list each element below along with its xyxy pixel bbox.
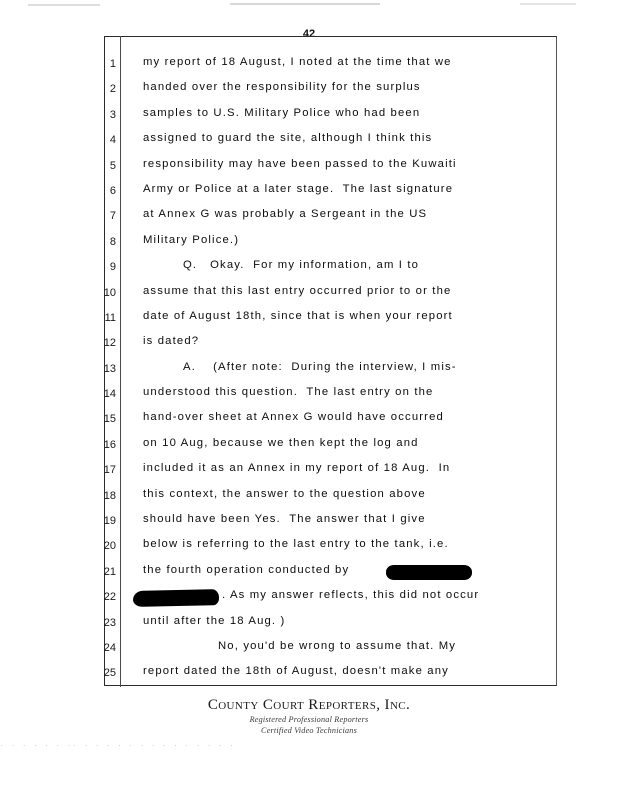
line-text: until after the 18 Aug. ) [143,614,286,627]
transcript-line [0,106,618,131]
line-number: 16 [103,438,116,451]
line-text: is dated? [143,335,200,348]
line-text: assume that this last entry occurred prior to or the [143,284,452,297]
line-number: 12 [103,337,116,350]
line-number: 20 [103,540,116,553]
transcript-line [0,588,618,613]
scan-artifact-top-left [28,4,100,6]
transcript-line [0,664,618,689]
line-number: 14 [103,388,116,401]
transcript-line [0,563,618,588]
line-text: date of August 18th, since that is when your report [143,309,453,322]
line-text: below is referring to the last entry to the tank, i.e. [143,538,449,551]
scan-artifact-bottom: . . . . . . .. . . . . . . . . . . . . . . [0,741,236,748]
footer-company-name: County Court Reporters, Inc. [207,697,411,713]
transcript-line [0,182,618,207]
transcript-line [0,334,618,359]
line-number: 24 [103,641,116,654]
transcript-line [0,512,618,537]
line-number: 18 [103,489,116,502]
line-text: A. (After note: During the interview, I mis- [183,360,457,373]
transcript-line [0,360,618,385]
line-number: 2 [109,83,116,96]
line-text: should have been Yes. The answer that I give [143,513,426,526]
transcript-line [0,207,618,232]
line-text: samples to U.S. Military Police who had been [143,106,421,119]
line-number: 17 [103,464,116,477]
line-text: Military Police.) [143,233,240,246]
transcript-line [0,80,618,105]
transcript-line [0,55,618,80]
line-number: 22 [103,591,116,604]
line-number: 11 [104,311,116,324]
line-number: 7 [109,210,116,223]
scan-artifact-top-right [520,3,576,5]
line-number: 9 [109,261,116,274]
footer-subtitle-1: Registered Professional Reporters [249,714,369,724]
line-number: 19 [103,515,116,528]
redaction-mark-line-22 [133,589,219,607]
line-number: 3 [109,108,116,121]
transcript-line [0,639,618,664]
transcript-line [0,537,618,562]
line-text: this context, the answer to the question above [143,487,426,500]
line-text: Q. Okay. For my information, am I to [183,259,420,272]
line-number: 4 [109,134,116,147]
transcript-line [0,487,618,512]
line-number: 23 [103,616,116,629]
scan-artifact-top-center [230,3,380,5]
line-number: 25 [103,667,116,680]
line-text: Army or Police at a later stage. The last signature [143,182,454,195]
line-text: hand-over sheet at Annex G would have occurred [143,411,444,424]
page-footer [0,697,618,736]
line-text: . As my answer reflects, this did not occur [222,589,480,602]
transcript-line [0,614,618,639]
line-number: 6 [109,184,116,197]
line-number: 5 [109,159,116,172]
transcript-line [0,157,618,182]
line-number: 8 [109,235,116,248]
transcript-line [0,258,618,283]
transcript-line [0,436,618,461]
transcript-line [0,385,618,410]
line-text: on 10 Aug, because we then kept the log and [143,436,419,449]
line-text: assigned to guard the site, although I think this [143,132,433,145]
page-number: 42 [302,28,316,40]
line-text: included it as an Annex in my report of 18 Aug. In [143,462,451,475]
line-number: 15 [103,413,116,426]
line-number: 13 [103,362,116,375]
line-text: the fourth operation conducted by [143,563,350,576]
line-number: 1 [109,58,116,70]
transcript-line [0,284,618,309]
transcript-line [0,131,618,156]
transcript-line [0,461,618,486]
transcript-line [0,233,618,258]
footer-subtitle-2: Certified Video Technicians [261,725,357,735]
line-text: responsibility may have been passed to the Kuwaiti [143,157,457,170]
line-text: report dated the 18th of August, doesn't make any [143,665,449,678]
line-text: my report of 18 August, I noted at the time that we [143,56,452,68]
line-text: at Annex G was probably a Sergeant in the US [143,208,428,221]
line-text: understood this question. The last entry on the [143,386,434,399]
line-text: handed over the responsibility for the surplus [143,81,421,94]
line-number: 21 [103,565,116,578]
line-text: No, you'd be wrong to assume that. My [218,639,457,652]
transcript-line [0,410,618,435]
redaction-mark-line-21 [386,565,472,580]
line-number: 10 [103,286,116,299]
transcript-body [0,55,618,690]
transcript-line [0,309,618,334]
